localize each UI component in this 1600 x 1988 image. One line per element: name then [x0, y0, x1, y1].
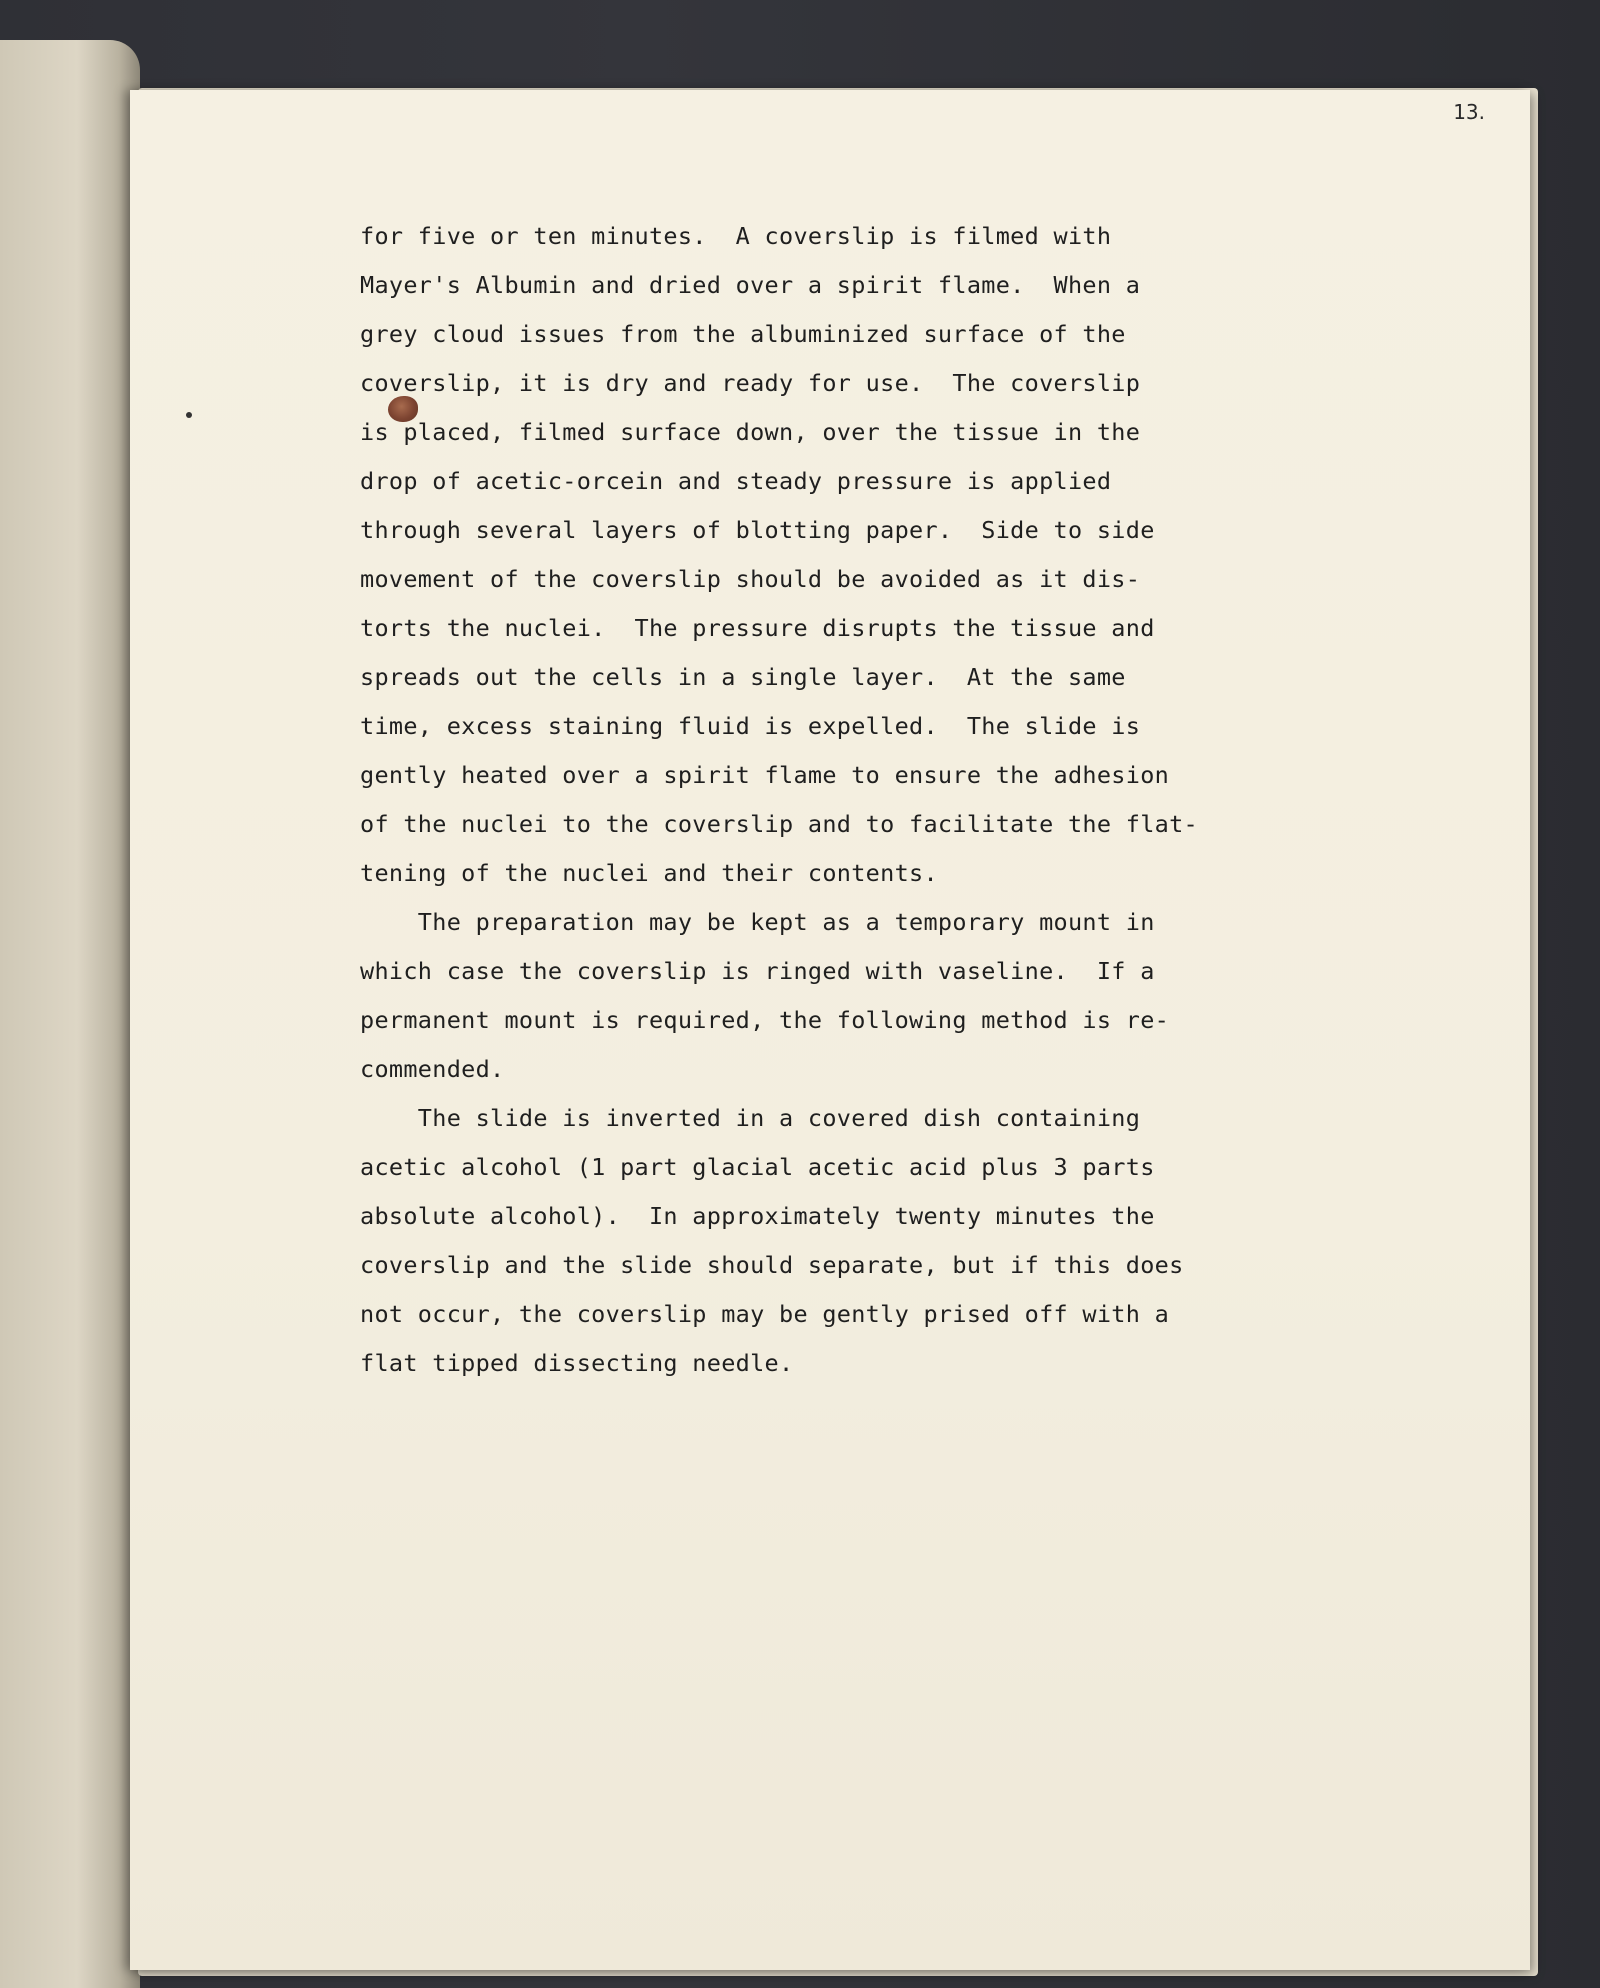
text-line: Mayer's Albumin and dried over a spirit flame. When a: [360, 271, 1141, 299]
text-line: commended.: [360, 1055, 505, 1083]
text-line: coverslip and the slide should separate, but if this does: [360, 1251, 1184, 1279]
text-line: time, excess staining fluid is expelled. The slide is: [360, 712, 1141, 740]
facing-page-edge: [0, 40, 140, 1988]
typed-page: [130, 90, 1530, 1970]
text-line: not occur, the coverslip may be gently prised off with a: [360, 1300, 1170, 1328]
text-line: which case the coverslip is ringed with vaseline. If a: [360, 957, 1155, 985]
text-line: through several layers of blotting paper. Side to side: [360, 516, 1155, 544]
text-line: for five or ten minutes. A coverslip is filmed with: [360, 222, 1112, 250]
body-text: [360, 212, 1370, 1388]
text-line: drop of acetic-orcein and steady pressure is applied: [360, 467, 1112, 495]
text-line: is placed, filmed surface down, over the tissue in the: [360, 418, 1141, 446]
text-line: of the nuclei to the coverslip and to facilitate the flat-: [360, 810, 1198, 838]
text-line: permanent mount is required, the following method is re-: [360, 1006, 1170, 1034]
text-line: gently heated over a spirit flame to ensure the adhesion: [360, 761, 1170, 789]
text-line: flat tipped dissecting needle.: [360, 1349, 794, 1377]
text-line: absolute alcohol). In approximately twenty minutes the: [360, 1202, 1155, 1230]
dirt-speck: [186, 412, 192, 418]
text-line: spreads out the cells in a single layer. At the same: [360, 663, 1126, 691]
text-line: The preparation may be kept as a temporary mount in: [360, 908, 1155, 936]
text-line: The slide is inverted in a covered dish containing: [360, 1104, 1141, 1132]
text-line: coverslip, it is dry and ready for use. The coverslip: [360, 369, 1141, 397]
text-line: grey cloud issues from the albuminized surface of the: [360, 320, 1126, 348]
text-line: acetic alcohol (1 part glacial acetic acid plus 3 parts: [360, 1153, 1155, 1181]
text-line: torts the nuclei. The pressure disrupts the tissue and: [360, 614, 1155, 642]
text-line: tening of the nuclei and their contents.: [360, 859, 938, 887]
text-line: movement of the coverslip should be avoided as it dis-: [360, 565, 1141, 593]
page-number: 13.: [1453, 100, 1485, 124]
